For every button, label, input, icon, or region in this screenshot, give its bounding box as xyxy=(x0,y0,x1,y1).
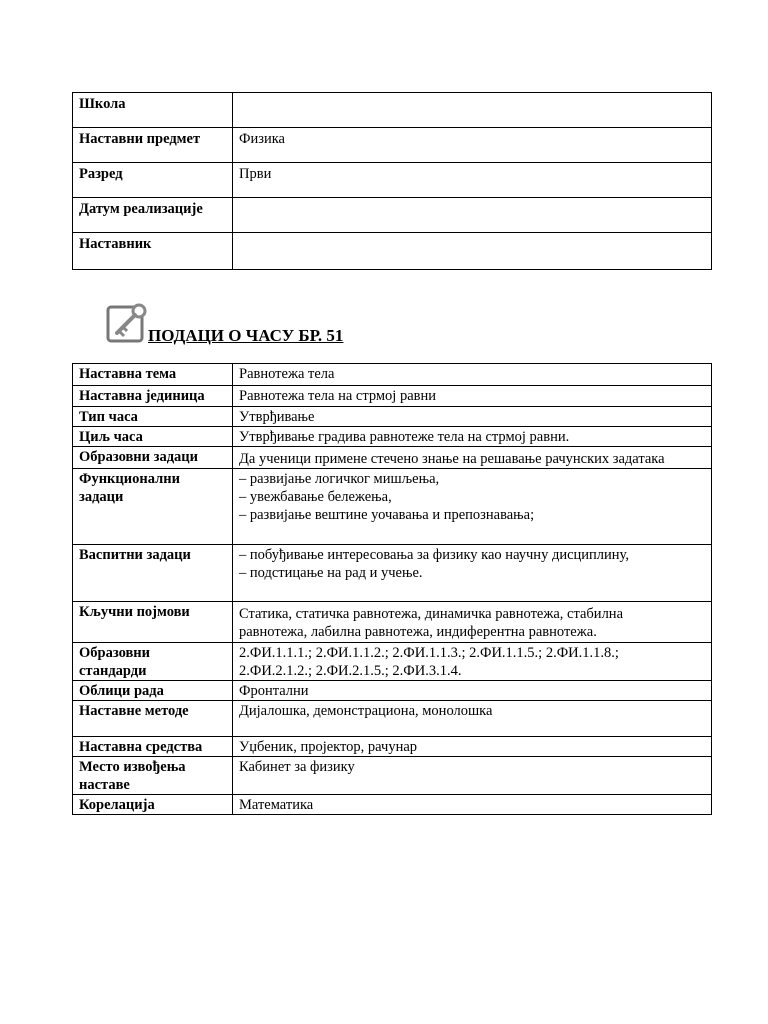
functional-tasks-label-line: Функционални xyxy=(79,471,180,487)
table-row xyxy=(73,681,712,701)
correlation-label: Корелација xyxy=(73,795,233,815)
location-label-line: Место извођења xyxy=(79,759,186,775)
educational-tasks-label: Образовни задаци xyxy=(73,447,233,469)
topic-value: Равнотежа тела xyxy=(233,364,712,386)
grade-label: Разред xyxy=(73,163,233,198)
methods-value: Дијалошка, демонстрациона, монолошка xyxy=(233,701,712,737)
unit-value: Равнотежа тела на стрмој равни xyxy=(233,386,712,407)
correlation-value: Математика xyxy=(233,795,712,815)
table-row xyxy=(73,198,712,233)
subject-value: Физика xyxy=(233,128,712,163)
table-row xyxy=(73,643,712,681)
work-forms-value: Фронтални xyxy=(233,681,712,701)
functional-task-item: – развијање вештине уочавања и препознавања; xyxy=(239,507,535,523)
subject-label: Наставни предмет xyxy=(73,128,233,163)
table-row xyxy=(73,128,712,163)
teaching-aids-label: Наставна средства xyxy=(73,737,233,757)
functional-tasks-label-line: задаци xyxy=(79,489,124,505)
table-row xyxy=(73,364,712,386)
school-label: Школа xyxy=(73,93,233,128)
standards-line: 2.ФИ.2.1.2.; 2.ФИ.2.1.5.; 2.ФИ.3.1.4. xyxy=(239,663,462,679)
lesson-data-table xyxy=(72,363,712,815)
key-terms-line: Статика, статичка равнотежа, динамичка равнотежа, стабилна xyxy=(239,606,624,622)
table-row xyxy=(73,701,712,737)
standards-label-line: Образовни xyxy=(79,645,151,661)
table-row xyxy=(73,163,712,198)
table-row xyxy=(73,545,712,602)
table-row xyxy=(73,757,712,795)
school-value xyxy=(233,93,712,128)
table-row xyxy=(73,469,712,545)
table-row xyxy=(73,407,712,427)
lesson-type-value: Утврђивање xyxy=(233,407,712,427)
goal-value: Утврђивање градива равнотеже тела на стрмој равни. xyxy=(233,427,712,447)
topic-label: Наставна тема xyxy=(73,364,233,386)
table-row xyxy=(73,737,712,757)
functional-task-item: – увежбавање бележења, xyxy=(239,489,392,505)
table-row xyxy=(73,386,712,407)
table-row xyxy=(73,427,712,447)
table-row xyxy=(73,233,712,270)
key-terms-label: Кључни појмови xyxy=(73,602,233,643)
lesson-type-label: Тип часа xyxy=(73,407,233,427)
unit-label: Наставна јединица xyxy=(73,386,233,407)
goal-label: Циљ часа xyxy=(73,427,233,447)
standards-line: 2.ФИ.1.1.1.; 2.ФИ.1.1.2.; 2.ФИ.1.1.3.; 2.ФИ.1.1.5.; 2.ФИ.1.1.8.; xyxy=(239,645,619,661)
functional-tasks-label xyxy=(73,469,233,545)
location-value: Кабинет за физику xyxy=(233,757,712,795)
upbringing-task-item: – подстицање на рад и учење. xyxy=(239,565,423,581)
table-row xyxy=(73,93,712,128)
teacher-value xyxy=(233,233,712,270)
standards-label xyxy=(73,643,233,681)
standards-value xyxy=(233,643,712,681)
date-label: Датум реализације xyxy=(73,198,233,233)
functional-task-item: – развијање логичког мишљења, xyxy=(239,471,440,487)
date-value xyxy=(233,198,712,233)
key-terms-line: равнотежа, лабилна равнотежа, индиферентна равнотежа. xyxy=(239,624,597,640)
table-row xyxy=(73,602,712,643)
functional-tasks-value xyxy=(233,469,712,545)
teaching-aids-value: Уџбеник, пројектор, рачунар xyxy=(233,737,712,757)
key-terms-value xyxy=(233,602,712,643)
educational-tasks-value: Да ученици примене стечено знање на решавање рачунских задатака xyxy=(233,447,712,469)
lesson-heading: ПОДАЦИ О ЧАСУ БР. 51 xyxy=(148,326,344,345)
table-row xyxy=(73,447,712,469)
upbringing-tasks-value xyxy=(233,545,712,602)
location-label xyxy=(73,757,233,795)
grade-value: Први xyxy=(233,163,712,198)
upbringing-task-item: – побуђивање интересовања за физику као научну дисциплину, xyxy=(239,547,629,563)
teacher-label: Наставник xyxy=(73,233,233,270)
key-lock-icon xyxy=(104,301,150,347)
methods-label: Наставне методе xyxy=(73,701,233,737)
table-row xyxy=(73,795,712,815)
upbringing-tasks-label: Васпитни задаци xyxy=(73,545,233,602)
location-label-line: наставе xyxy=(79,777,130,793)
work-forms-label: Облици рада xyxy=(73,681,233,701)
standards-label-line: стандарди xyxy=(79,663,147,679)
school-info-table xyxy=(72,92,712,270)
